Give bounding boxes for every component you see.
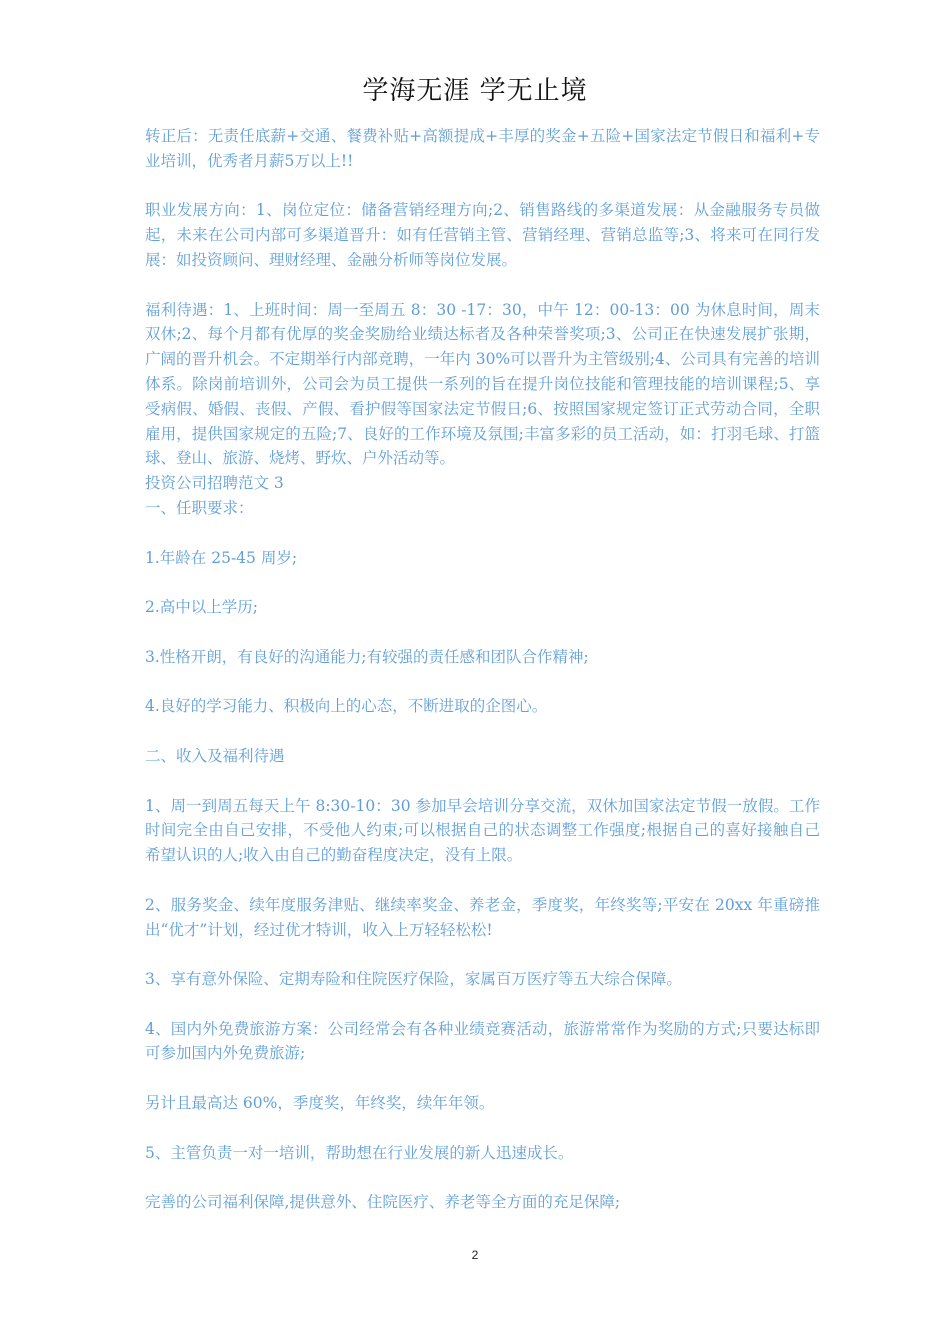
- blank-line: [145, 992, 820, 1017]
- blank-line: [145, 570, 820, 595]
- paragraph-welfare-guarantee: 完善的公司福利保障,提供意外、住院医疗、养老等全方面的充足保障;: [145, 1193, 621, 1212]
- section-heading-income: 二、收入及福利待遇: [145, 746, 285, 765]
- blank-line: [145, 868, 820, 893]
- income-item-2: 2、服务奖金、续年度服务津贴、继续率奖金、养老金，季度奖，年终奖等;平安在 20xx 年重磅推出“优才”计划，经过优才特训，收入上万轻轻松松!: [145, 895, 820, 939]
- blank-line: [145, 1066, 820, 1091]
- requirement-item-personality: 3.性格开朗，有良好的沟通能力;有较强的责任感和团队合作精神;: [145, 647, 589, 666]
- blank-line: [145, 1116, 820, 1141]
- page-number: 2: [471, 1248, 479, 1262]
- blank-line: [145, 620, 820, 645]
- income-item-3: 3、享有意外保险、定期寿险和住院医疗保险，家属百万医疗等五大综合保障。: [145, 970, 682, 989]
- requirement-item-education: 2.高中以上学历;: [145, 598, 259, 617]
- paragraph-after-probation: 转正后：无责任底薪+交通、餐费补贴+高额提成+丰厚的奖金+五险+国家法定节假日和福利+专业培训，优秀者月薪5万以上!!: [145, 127, 820, 170]
- blank-line: [145, 769, 820, 794]
- blank-line: [145, 521, 820, 546]
- requirement-item-learning: 4.良好的学习能力、积极向上的心态，不断进取的企图心。: [145, 697, 548, 716]
- section-heading-requirements: 一、任职要求：: [145, 498, 254, 517]
- page-title: 学海无涯 学无止境: [362, 76, 588, 106]
- blank-line: [145, 670, 820, 695]
- income-item-1: 1、周一到周五每天上午 8:30-10：30 参加早会培训分享交流，双休加国家法定节假一放假。工作时间完全由自己安排，不受他人约束;可以根据自己的状态调整工作强度;根据自己的喜好接触自己希望认识的人;收入由自己的勤奋程度决定，没有上限。: [145, 796, 820, 865]
- blank-line: [145, 174, 820, 199]
- blank-line: [145, 942, 820, 967]
- income-item-extra: 另计且最高达 60%，季度奖，年终奖，续年年领。: [145, 1094, 495, 1113]
- paragraph-benefits: 福利待遇：1、上班时间：周一至周五 8：30 -17：30，中午 12：00-13：00 为休息时间，周末双休;2、每个月都有优厚的奖金奖励给业绩达标者及各种荣誉奖项;3、公司正在快速发展扩张期，广阔的晋升机会。不定期举行内部竞聘，一年内 30%可以晋升为主管级别;4、公司具有完善的培训体系。除岗前培训外，公司会为员工提供一系列的旨在提升岗位技能和管理技能的培训课程;5、享受病假、婚假、丧假、产假、看护假等国家法定节假日;6、按照国家规定签订正式劳动合同，全职雇用，提供国家规定的五险;7、良好的工作环境及氛围;丰富多彩的员工活动，如：打羽毛球、打篮球、登山、旅游、烧烤、野炊、户外活动等。: [145, 300, 820, 468]
- section-heading-sample-3: 投资公司招聘范文 3: [145, 474, 284, 493]
- blank-line: [145, 273, 820, 298]
- paragraph-career-path: 职业发展方向：1、岗位定位：储备营销经理方向;2、销售路线的多渠道发展：从金融服务专员做起，未来在公司内部可多渠道晋升：如有任营销主管、营销经理、营销总监等;3、将来可在同行发展：如投资顾问、理财经理、金融分析师等岗位发展。: [145, 201, 820, 269]
- income-item-4: 4、国内外免费旅游方案：公司经常会有各种业绩竞赛活动，旅游常常作为奖励的方式;只要达标即可参加国内外免费旅游;: [145, 1019, 820, 1063]
- blank-line: [145, 1165, 820, 1190]
- blank-line: [145, 719, 820, 744]
- requirement-item-age: 1.年龄在 25-45 周岁;: [145, 548, 298, 567]
- income-item-5: 5、主管负责一对一培训，帮助想在行业发展的新人迅速成长。: [145, 1143, 574, 1162]
- document-body: [145, 124, 820, 1215]
